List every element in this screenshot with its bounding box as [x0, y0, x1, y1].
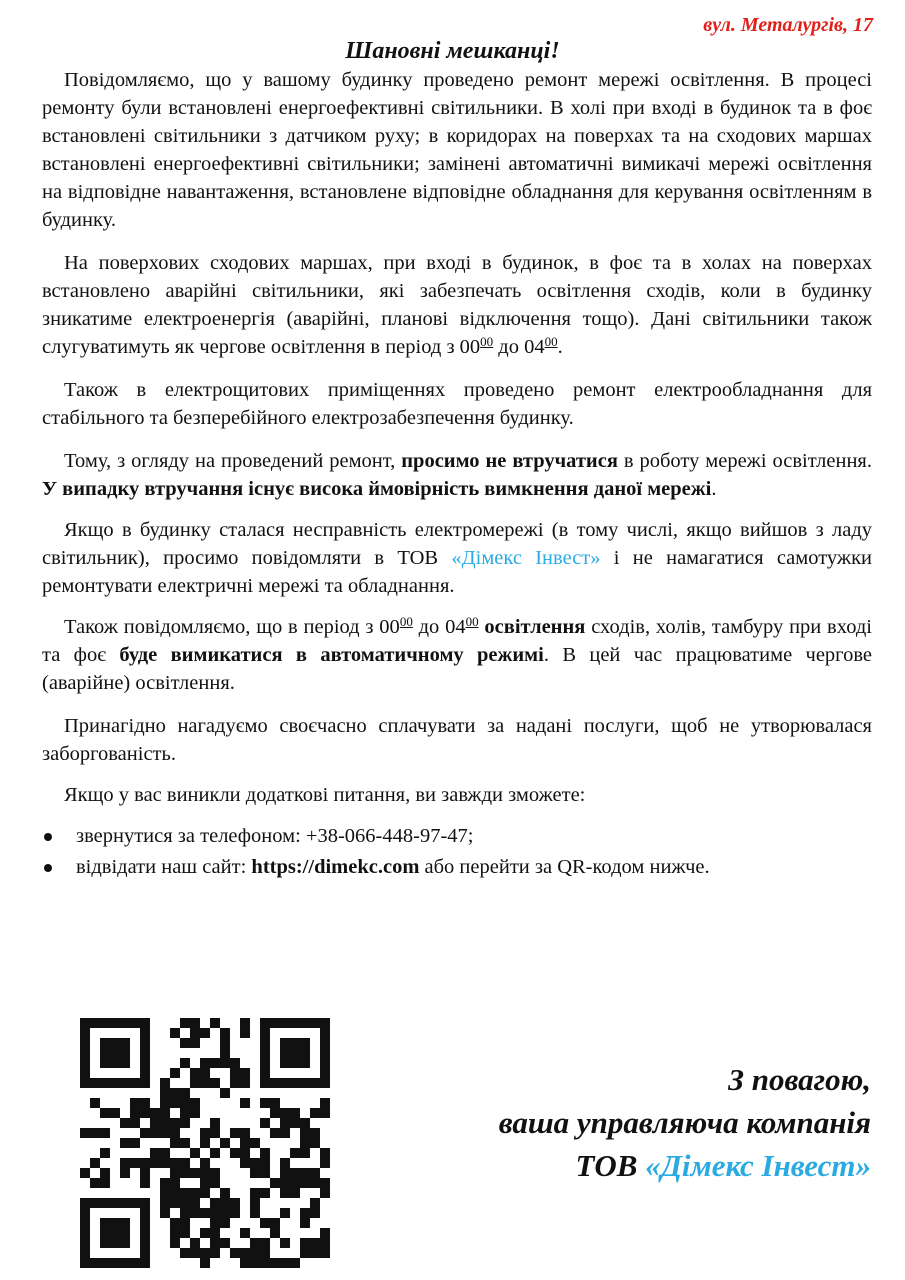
time-superscript: 00	[399, 614, 413, 629]
contact-list	[42, 821, 872, 883]
website-link[interactable]: https://dimekc.com	[251, 856, 420, 878]
emergency-text-end: .	[557, 336, 563, 358]
interfere-bold-warning: У випадку втручання існує висока ймовірність вимкнення даної мережі	[42, 478, 712, 500]
auto-off-bold-mode: буде вимикатися в автоматичному режимі	[119, 644, 544, 666]
bullet-icon	[44, 864, 52, 872]
interfere-text-end: .	[711, 478, 717, 500]
contact-site-text-b: або перейти за QR-кодом нижче.	[419, 856, 710, 878]
interfere-text-a: Тому, з огляду на проведений ремонт,	[64, 450, 402, 472]
time-superscript: 00	[480, 334, 494, 349]
auto-off-text-a: Також повідомляємо, що в період з 00	[64, 616, 400, 638]
signature-company-role: ваша управляюча компанія	[498, 1105, 871, 1140]
notice-body	[42, 66, 872, 883]
paragraph-do-not-interfere	[42, 447, 872, 503]
emergency-text-a: На поверхових сходових маршах, при вході в будинок, в фоє та в холах на поверхах встановлено аварійні світильники, які забезпечать освітлення сходів, коли в будинку зникатиме електроенергія (аварійні, планові відключення тощо). Дані світильники також слугуватимуть як чергове освітлення в період з 00	[42, 252, 872, 358]
interfere-bold-request: просимо не втручатися	[401, 450, 618, 472]
greeting-title: Шановні мешканці!	[345, 38, 560, 64]
auto-off-text-d: . В цей час працюватиме чергове (аварійне) освітлення.	[42, 644, 872, 694]
contact-site-item	[42, 852, 872, 883]
signature-company	[499, 1144, 871, 1187]
paragraph-renovation-text: Повідомляємо, що у вашому будинку проведено ремонт мережі освітлення. В процесі ремонту були встановлені енергоефективні світильники. В холі при вході в будинок та в фоє встановлені світильники з датчиком руху; в коридорах на поверхах та на сходових маршах встановлені енергоефективні світильники; замінені автоматичні вимикачі мережі освітлення на відповідне навантаження, встановлене відповідне обладнання для керування освітленням в будинку.	[42, 69, 872, 231]
electrical-rooms-text: Також в електрощитових приміщеннях проведено ремонт електрообладнання для стабільного та безперебійного електрозабезпечення будинку.	[42, 379, 872, 429]
auto-off-text-b: до 04	[412, 616, 466, 638]
payment-reminder-text: Принагідно нагадуємо своєчасно сплачувати за надані послуги, щоб не утворювалася заборгованість.	[42, 715, 872, 765]
paragraph-report-fault	[42, 516, 872, 600]
company-name-link: «Дімекс Інвест»	[451, 547, 601, 569]
paragraph-payment-reminder	[42, 712, 872, 768]
address-header: вул. Металургів, 17	[703, 14, 873, 36]
signature-brand: «Дімекс Інвест»	[645, 1148, 871, 1183]
bullet-icon	[44, 833, 52, 841]
auto-off-bold-lighting: освітлення	[478, 616, 586, 638]
questions-text: Якщо у вас виникли додаткові питання, ви завжди зможете:	[64, 784, 586, 806]
paragraph-questions	[42, 781, 872, 809]
paragraph-electrical-rooms	[42, 376, 872, 432]
qr-code-icon[interactable]	[80, 1018, 330, 1268]
paragraph-emergency-lights	[42, 249, 872, 361]
auto-off-text-c: сходів, холів, тамбуру при вході та фоє	[42, 616, 872, 666]
time-superscript: 00	[465, 614, 479, 629]
signature-tov: ТОВ	[575, 1148, 646, 1183]
signature-block	[499, 1058, 871, 1187]
contact-phone-item	[42, 821, 872, 852]
contact-site-text-a: відвідати наш сайт:	[76, 856, 252, 878]
paragraph-renovation	[42, 66, 872, 234]
interfere-text-b: в роботу мережі освітлення.	[617, 450, 872, 472]
contact-phone-text: звернутися за телефоном: +38-066-448-97-47;	[76, 825, 474, 847]
time-superscript: 00	[544, 334, 558, 349]
report-text-a: Якщо в будинку сталася несправність електромережі (в тому числі, якщо вийшов з ладу світильник), просимо повідомляти в ТОВ	[42, 519, 872, 569]
paragraph-auto-off	[42, 613, 872, 697]
signature-regards: З повагою,	[728, 1062, 871, 1097]
report-text-b: і не намагатися самотужки ремонтувати електричні мережі та обладнання.	[42, 547, 872, 597]
emergency-text-b: до 04	[493, 336, 545, 358]
